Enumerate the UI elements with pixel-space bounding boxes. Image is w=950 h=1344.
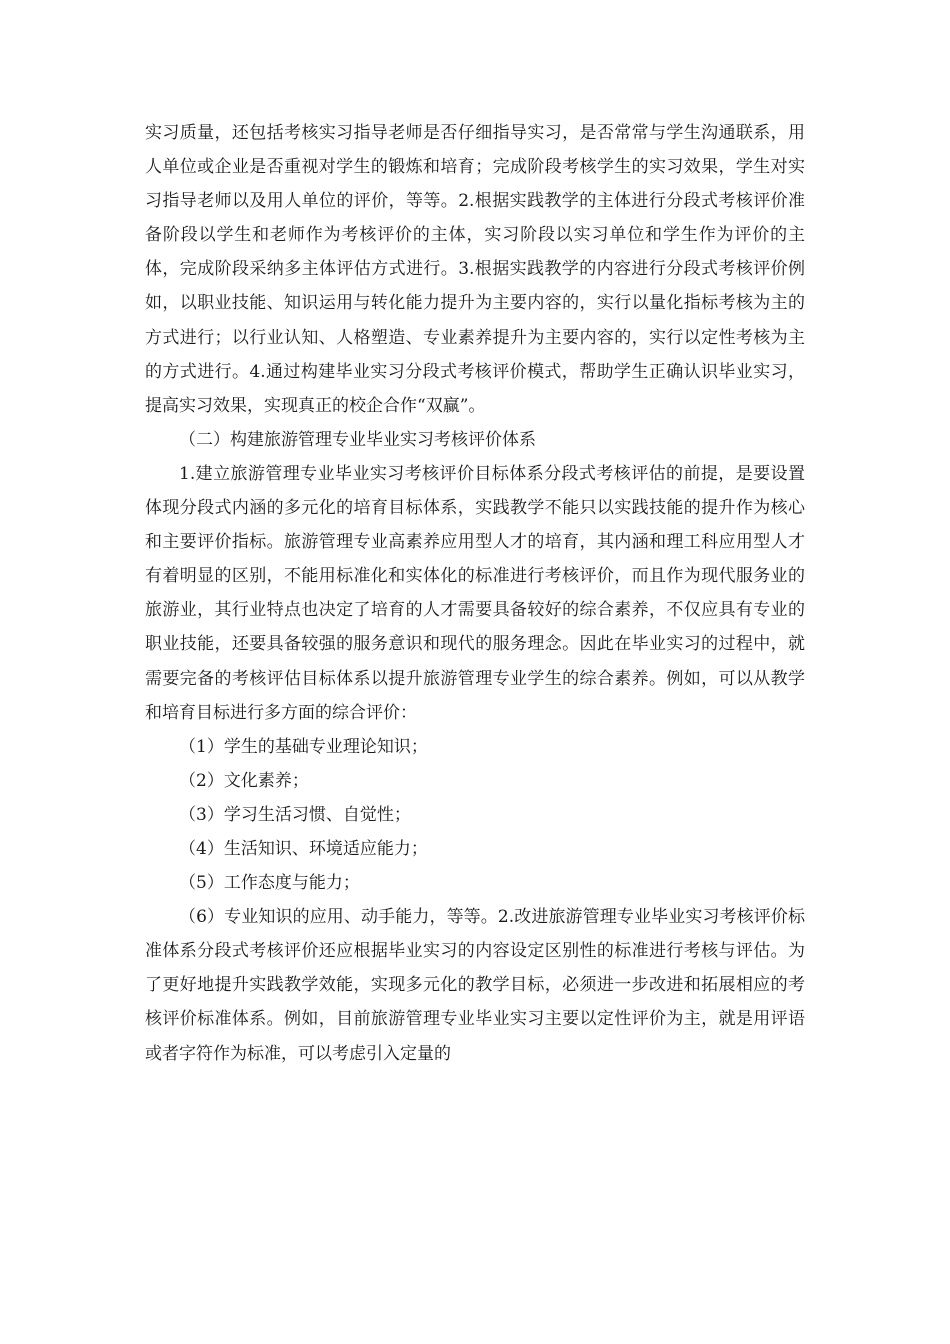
paragraph-target-system: 1.建立旅游管理专业毕业实习考核评价目标体系分段式考核评估的前提，是要设置体现分段式内涵的多元化的培育目标体系，实践教学不能只以实践技能的提升作为核心和主要评价指标。旅游管理专业高素养应用型人才的培育，其内涵和理工科应用型人才有着明显的区别，不能用标准化和实体化的标准进行考核评价，而且作为现代服务业的旅游业，其行业特点也决定了培育的人才需要具备较好的综合素养，不仅应具有专业的职业技能，还要具备较强的服务意识和现代的服务理念。因此在毕业实习的过程中，就需要完备的考核评估目标体系以提升旅游管理专业学生的综合素养。例如，可以从教学和培育目标进行多方面的综合评价： bbox=[145, 463, 805, 723]
list-item: （3）学习生活习惯、自觉性； bbox=[179, 804, 411, 825]
list-item: （4）生活知识、环境适应能力； bbox=[179, 838, 428, 859]
paragraph-continuation: 实习质量，还包括考核实习指导老师是否仔细指导实习，是否常常与学生沟通联系，用人单位或企业是否重视对学生的锻炼和培育；完成阶段考核学生的实习效果，学生对实习指导老师以及用人单位的评价，等等。2.根据实践教学的主体进行分段式考核评价准备阶段以学生和老师作为考核评价的主体，实习阶段以实习单位和学生作为评价的主体，完成阶段采纳多主体评估方式进行。3.根据实践教学的内容进行分段式考核评价例如，以职业技能、知识运用与转化能力提升为主要内容的，实行以量化指标考核为主的方式进行；以行业认知、人格塑造、专业素养提升为主要内容的，实行以定性考核为主的方式进行。4.通过构建毕业实习分段式考核评价模式，帮助学生正确认识毕业实习，提高实习效果，实现真正的校企合作“双赢”。 bbox=[145, 123, 805, 416]
list-item: （1）学生的基础专业理论知识； bbox=[179, 736, 428, 757]
document-page bbox=[145, 116, 805, 1071]
paragraph-standard-system: （6）专业知识的应用、动手能力，等等。2.改进旅游管理专业毕业实习考核评价标准体系分段式考核评价还应根据毕业实习的内容设定区别性的标准进行考核与评估。为了更好地提升实践教学效能，实现多元化的教学目标，必须进一步改进和拓展相应的考核评价标准体系。例如，目前旅游管理专业毕业实习主要以定性评价为主，就是用评语或者字符作为标准，可以考虑引入定量的 bbox=[145, 907, 805, 1064]
list-item: （2）文化素养； bbox=[179, 770, 309, 791]
list-item: （5）工作态度与能力； bbox=[179, 873, 360, 894]
section-heading: （二）构建旅游管理专业毕业实习考核评价体系 bbox=[179, 429, 536, 450]
